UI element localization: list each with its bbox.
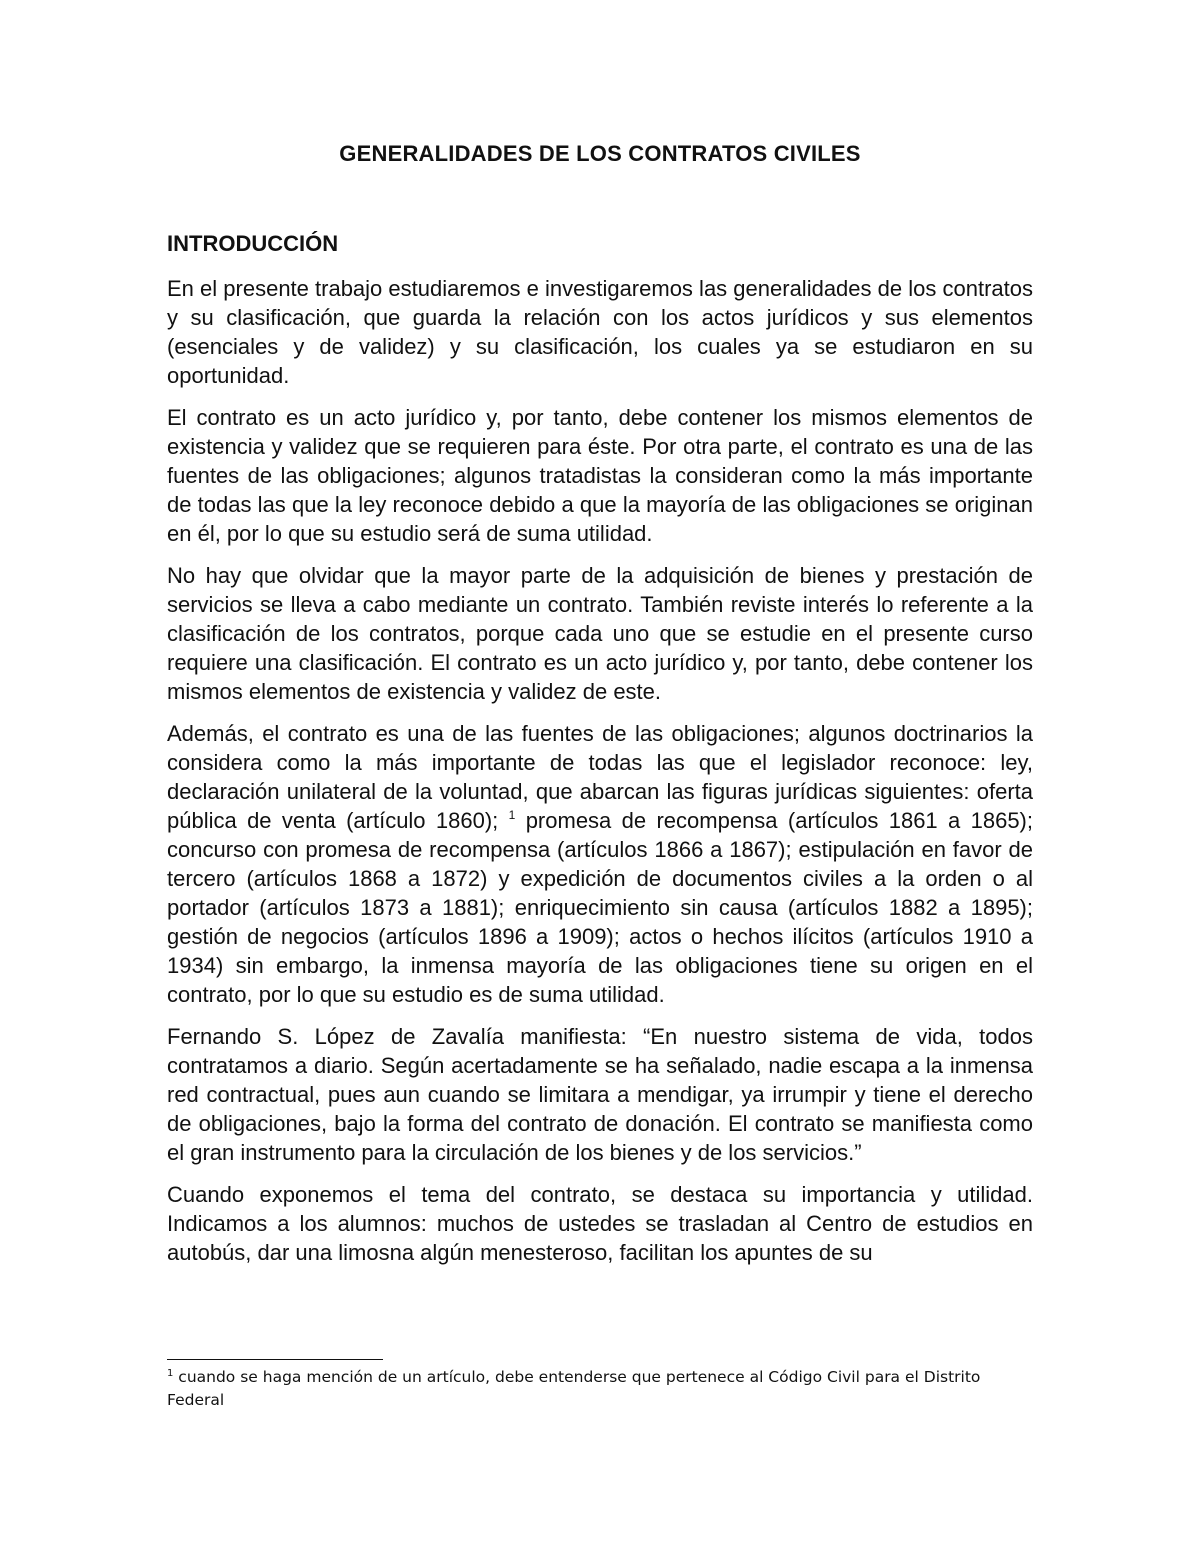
footnote-number: 1 [167,1368,174,1379]
footnote-separator [167,1359,383,1360]
document-body [167,274,1033,1267]
document-title: GENERALIDADES DE LOS CONTRATOS CIVILES [339,141,861,166]
paragraph-4 [167,719,1033,1009]
footnote-text: cuando se haga mención de un artículo, debe entenderse que pertenece al Código Civil para el Distrito Federal [167,1368,981,1409]
paragraph-5: Fernando S. López de Zavalía manifiesta: “En nuestro sistema de vida, todos contratamos a diario. Según acertadamente se ha señalado, nadie escapa a la inmensa red contractual, pues aun cuando se limitara a mendigar, ya irrumpir y tiene el derecho de obligaciones, bajo la forma del contrato de donación. El contrato se manifiesta como el gran instrumento para la circulación de los bienes y de los servicios.” [167,1024,1033,1165]
paragraph-4-part-2: promesa de recompensa (artículos 1861 a 1865); concurso con promesa de recompensa (artículos 1866 a 1867); estipulación en favor de tercero (artículos 1868 a 1872) y expedición de documentos civiles a la orden o al portador (artículos 1873 a 1881); enriquecimiento sin causa (artículos 1882 a 1895); gestión de negocios (artículos 1896 a 1909); actos o hechos ilícitos (artículos 1910 a 1934) sin embargo, la inmensa mayoría de las obligaciones tiene su origen en el contrato, por lo que su estudio es de suma utilidad. [167,808,1033,1007]
paragraph-3: No hay que olvidar que la mayor parte de la adquisición de bienes y prestación de servicios se lleva a cabo mediante un contrato. También reviste interés lo referente a la clasificación de los contratos, porque cada uno que se estudie en el presente curso requiere una clasificación. El contrato es un acto jurídico y, por tanto, debe contener los mismos elementos de existencia y validez de este. [167,563,1033,704]
paragraph-4-part-1: Además, el contrato es una de las fuentes de las obligaciones; algunos doctrinarios la considera como la más importante de todas las que el legislador reconoce: ley, declaración unilateral de la voluntad, que abarcan las figuras jurídicas siguientes: oferta pública de venta (artículo 1860); [167,721,1033,833]
footnote [167,1366,1033,1412]
paragraph-6: Cuando exponemos el tema del contrato, se destaca su importancia y utilidad. Indicamos a los alumnos: muchos de ustedes se trasladan al Centro de estudios en autobús, dar una limosna algún menesteroso, facilitan los apuntes de su [167,1182,1033,1265]
footnote-reference: 1 [508,808,516,822]
section-heading: INTRODUCCIÓN [167,231,339,256]
paragraph-2: El contrato es un acto jurídico y, por tanto, debe contener los mismos elementos de existencia y validez que se requieren para éste. Por otra parte, el contrato es una de las fuentes de las obligaciones; algunos tratadistas la consideran como la más importante de todas las que la ley reconoce debido a que la mayoría de las obligaciones se originan en él, por lo que su estudio será de suma utilidad. [167,405,1033,546]
paragraph-1: En el presente trabajo estudiaremos e investigaremos las generalidades de los contratos y su clasificación, que guarda la relación con los actos jurídicos y sus elementos (esenciales y de validez) y su clasificación, los cuales ya se estudiaron en su oportunidad. [167,276,1033,388]
